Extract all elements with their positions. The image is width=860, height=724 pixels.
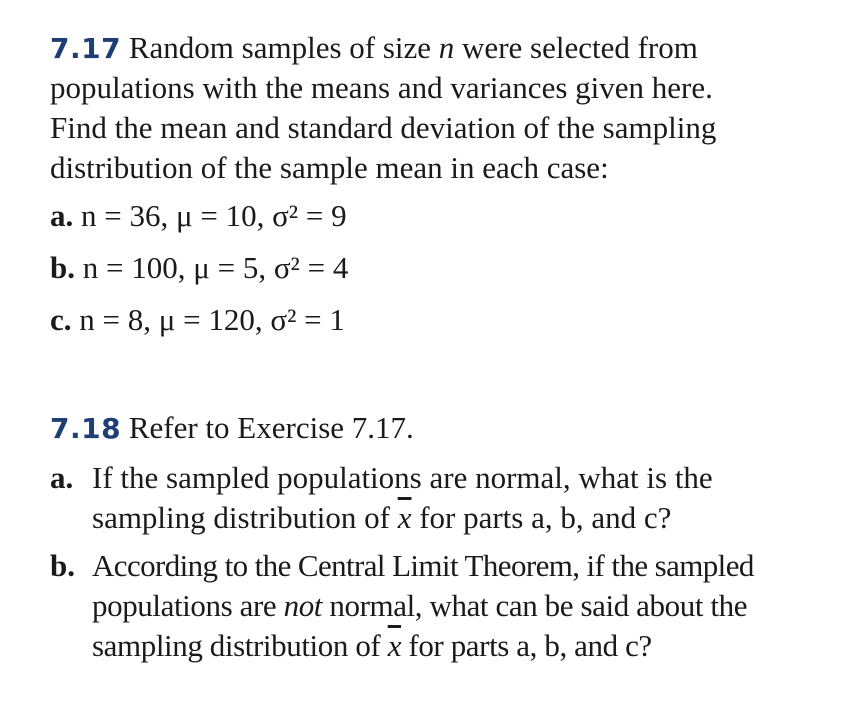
xbar-symbol: $\overline{x}$	[397, 500, 412, 535]
ex717-item-c-text: n = 8, μ = 120, σ² = 1	[79, 302, 345, 337]
ex717-item-a-label: a.	[50, 198, 74, 233]
ex717-item-a	[50, 196, 347, 235]
ex717-item-b-label: b.	[50, 250, 75, 285]
ex717-line-3: Find the mean and standard deviation of the sampling	[50, 110, 717, 145]
ex717-item-c	[50, 300, 345, 339]
ex717-item-a-text: n = 36, μ = 10, σ² = 9	[81, 198, 347, 233]
ex718-b-line-1: According to the Central Limit Theorem, if the sampled	[92, 548, 754, 583]
ex717-item-c-label: c.	[50, 302, 72, 337]
ex718-a-line-2-post: for parts a, b, and c?	[411, 500, 672, 535]
ex717-text-1a: Random samples of size	[128, 30, 439, 65]
ex717-n-var: n	[438, 30, 455, 65]
ex717-number: 7.17	[50, 32, 122, 65]
ex718-a-line-2	[92, 498, 671, 537]
ex717-item-b	[50, 248, 348, 287]
ex718-b-line-2-pre: populations are	[92, 588, 284, 623]
ex718-a-label: a.	[50, 460, 74, 495]
ex717-line-4: distribution of the sample mean in each case:	[50, 150, 609, 185]
ex718-b-not: not	[283, 588, 323, 623]
ex718-intro: Refer to Exercise 7.17.	[128, 410, 414, 445]
xbar-symbol: $\overline{x}$	[387, 628, 402, 663]
ex718-b-line-3	[92, 626, 652, 665]
ex718-b-line-2-post: normal, what can be said about the	[322, 588, 748, 623]
ex718-b-line-2	[92, 586, 747, 625]
ex717-line-1	[50, 28, 698, 68]
ex718-number: 7.18	[50, 412, 122, 445]
ex718-header	[50, 408, 414, 448]
ex718-a-line-1: If the sampled populations are normal, what is the	[92, 460, 713, 495]
ex718-b-line-3-post: for parts a, b, and c?	[401, 628, 652, 663]
ex717-text-1b: were selected from	[454, 30, 698, 65]
ex718-b-line-3-pre: sampling distribution of	[92, 628, 388, 663]
ex717-line-2: populations with the means and variances given here.	[50, 70, 713, 105]
ex718-b-label: b.	[50, 548, 75, 583]
ex717-item-b-text: n = 100, μ = 5, σ² = 4	[82, 250, 349, 285]
ex718-a-line-2-pre: sampling distribution of	[92, 500, 398, 535]
